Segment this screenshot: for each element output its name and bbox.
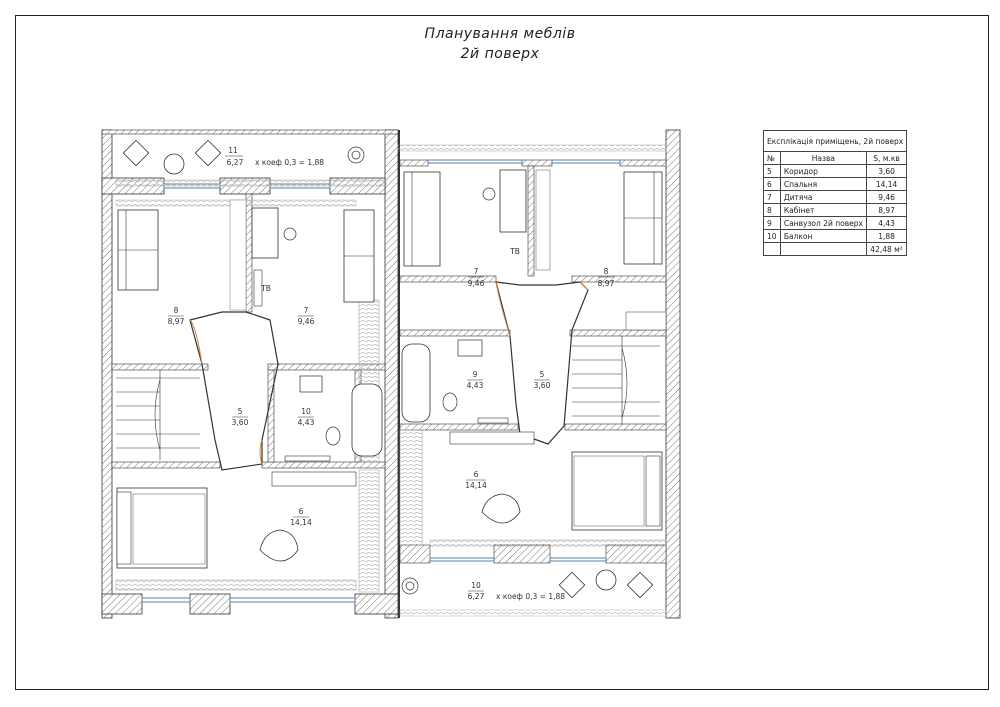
left-tv-label: ТВ [261, 284, 271, 293]
right-balcony-no: 10 [471, 581, 481, 590]
row-area: 1,88 [866, 230, 906, 243]
right-room6-area: 14,14 [465, 481, 487, 490]
row-name: Кабінет [780, 204, 866, 217]
sheet-subtitle: 2й поверх [460, 46, 540, 62]
row-name: Коридор [780, 165, 866, 178]
row-name: Дитяча [780, 191, 866, 204]
row-no: 7 [764, 191, 781, 204]
sheet-title: Планування меблів [424, 26, 576, 42]
row-name: Спальня [780, 178, 866, 191]
row-area: 4,43 [866, 217, 906, 230]
left-room5-no: 5 [237, 407, 243, 416]
right-room7-area: 9,46 [467, 279, 485, 288]
total-area: 42,48 м² [866, 243, 906, 256]
left-room7-area: 9,46 [297, 317, 315, 326]
explication-caption: Експлікація приміщень, 2й поверх [764, 131, 907, 152]
right-room5-no: 5 [539, 370, 545, 379]
col-no-header: № [764, 152, 781, 165]
row-name: Санвузол 2й поверх [780, 217, 866, 230]
row-name: Балкон [780, 230, 866, 243]
col-name-header: Назва [780, 152, 866, 165]
row-no: 10 [764, 230, 781, 243]
right-room9-area: 4,43 [466, 381, 484, 390]
right-room8-area: 8,97 [597, 279, 615, 288]
left-room8-area: 8,97 [167, 317, 185, 326]
right-balcony-area: 6,27 [467, 592, 485, 601]
row-area: 8,97 [866, 204, 906, 217]
left-balcony-area: 6,27 [226, 158, 244, 167]
col-area-header: S, м.кв [866, 152, 906, 165]
left-room6-no: 6 [298, 507, 304, 516]
right-balcony-formula: х коеф 0,3 = 1,88 [496, 592, 566, 601]
row-no: 8 [764, 204, 781, 217]
left-room8-no: 8 [173, 306, 179, 315]
table-row [764, 191, 907, 204]
table-row [764, 178, 907, 191]
right-tv-label: ТВ [510, 247, 520, 256]
right-room6-no: 6 [473, 470, 479, 479]
left-room10-no: 10 [301, 407, 311, 416]
row-area: 9,46 [866, 191, 906, 204]
left-room10-area: 4,43 [297, 418, 315, 427]
left-room7-no: 7 [303, 306, 309, 315]
row-area: 14,14 [866, 178, 906, 191]
total-row [764, 243, 907, 256]
table-row [764, 217, 907, 230]
row-area: 3,60 [866, 165, 906, 178]
left-balcony-no: 11 [228, 146, 238, 155]
right-unit [398, 130, 680, 618]
right-room8-no: 8 [603, 267, 609, 276]
table-row [764, 204, 907, 217]
right-room7-no: 7 [473, 267, 479, 276]
left-room6-area: 14,14 [290, 518, 312, 527]
left-balcony-formula: х коеф 0,3 = 1,88 [255, 158, 325, 167]
right-room5-area: 3,60 [533, 381, 551, 390]
row-no: 9 [764, 217, 781, 230]
row-no: 5 [764, 165, 781, 178]
table-row [764, 165, 907, 178]
explication-table [763, 130, 907, 256]
row-no: 6 [764, 178, 781, 191]
left-room5-area: 3,60 [231, 418, 249, 427]
right-room9-no: 9 [472, 370, 478, 379]
left-unit [102, 130, 398, 618]
table-row [764, 230, 907, 243]
